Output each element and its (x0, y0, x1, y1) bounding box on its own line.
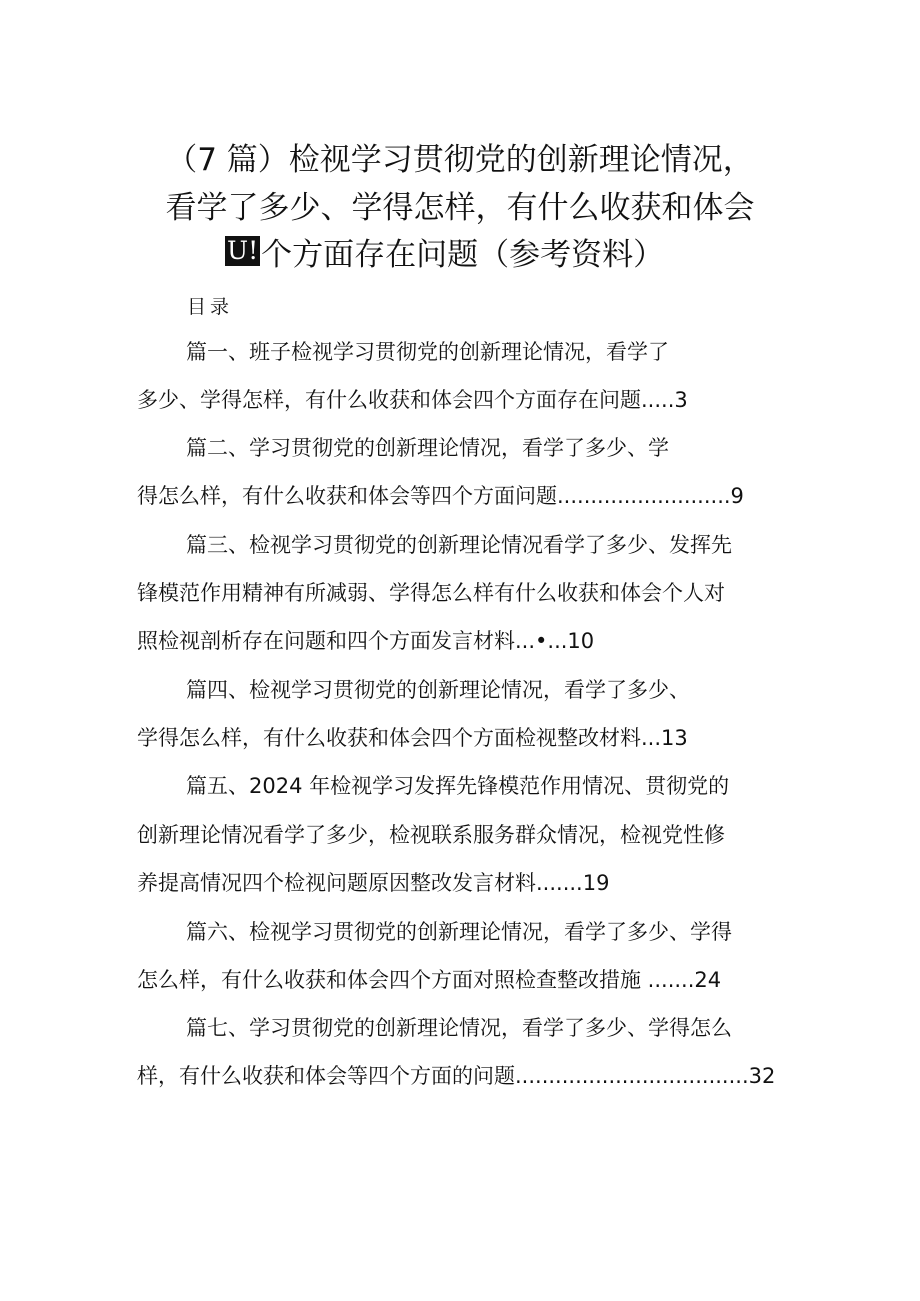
toc-entry-1-line-1: 篇一、班子检视学习贯彻党的创新理论情况，看学了 (186, 340, 669, 364)
toc-entry-7-line-1: 篇七、学习贯彻党的创新理论情况，看学了多少、学得怎么 (186, 1016, 732, 1040)
toc-entry-5-line-3: 养提高情况四个检视问题原因整改发言材料.......19 (137, 871, 610, 895)
document-title-line-2: 看学了多少、学得怎样，有什么收获和体会 (165, 190, 755, 226)
toc-entry-6-line-2: 怎么样，有什么收获和体会四个方面对照检查整改措施 .......24 (137, 968, 722, 992)
toc-entry-5-line-2: 创新理论情况看学了多少，检视联系服务群众情况，检视党性修 (137, 823, 725, 847)
toc-entry-3-line-1: 篇三、检视学习贯彻党的创新理论情况看学了多少、发挥先 (186, 533, 732, 557)
toc-entry-2-line-2: 得怎么样，有什么收获和体会等四个方面问题..........................9 (137, 484, 744, 508)
toc-entry-2-line-1: 篇二、学习贯彻党的创新理论情况，看学了多少、学 (186, 436, 669, 460)
toc-entry-1-line-2: 多少、学得怎样，有什么收获和体会四个方面存在问题.....3 (137, 388, 688, 412)
redacted-glyph-badge: U! (227, 236, 259, 265)
toc-heading: 目录 (187, 296, 234, 318)
toc-entry-7-line-2: 样，有什么收获和体会等四个方面的问题...................................32 (137, 1064, 776, 1088)
toc-entry-5-line-1: 篇五、2024 年检视学习发挥先锋模范作用情况、贯彻党的 (186, 774, 730, 798)
toc-entry-3-line-2: 锋模范作用精神有所减弱、学得怎么样有什么收获和体会个人对 (137, 581, 725, 605)
document-title-line-3-text: 个方面存在问题（参考资料） (261, 237, 665, 273)
document-title-line-1: （7 篇）检视学习贯彻党的创新理论情况， (166, 142, 754, 178)
toc-entry-3-line-3: 照检视剖析存在问题和四个方面发言材料...•...10 (137, 629, 595, 653)
document-title-line-3 (225, 236, 665, 273)
toc-entry-4-line-1: 篇四、检视学习贯彻党的创新理论情况，看学了多少、 (186, 678, 690, 702)
toc-entry-4-line-2: 学得怎么样，有什么收获和体会四个方面检视整改材料...13 (137, 726, 688, 750)
toc-entry-6-line-1: 篇六、检视学习贯彻党的创新理论情况，看学了多少、学得 (186, 920, 732, 944)
